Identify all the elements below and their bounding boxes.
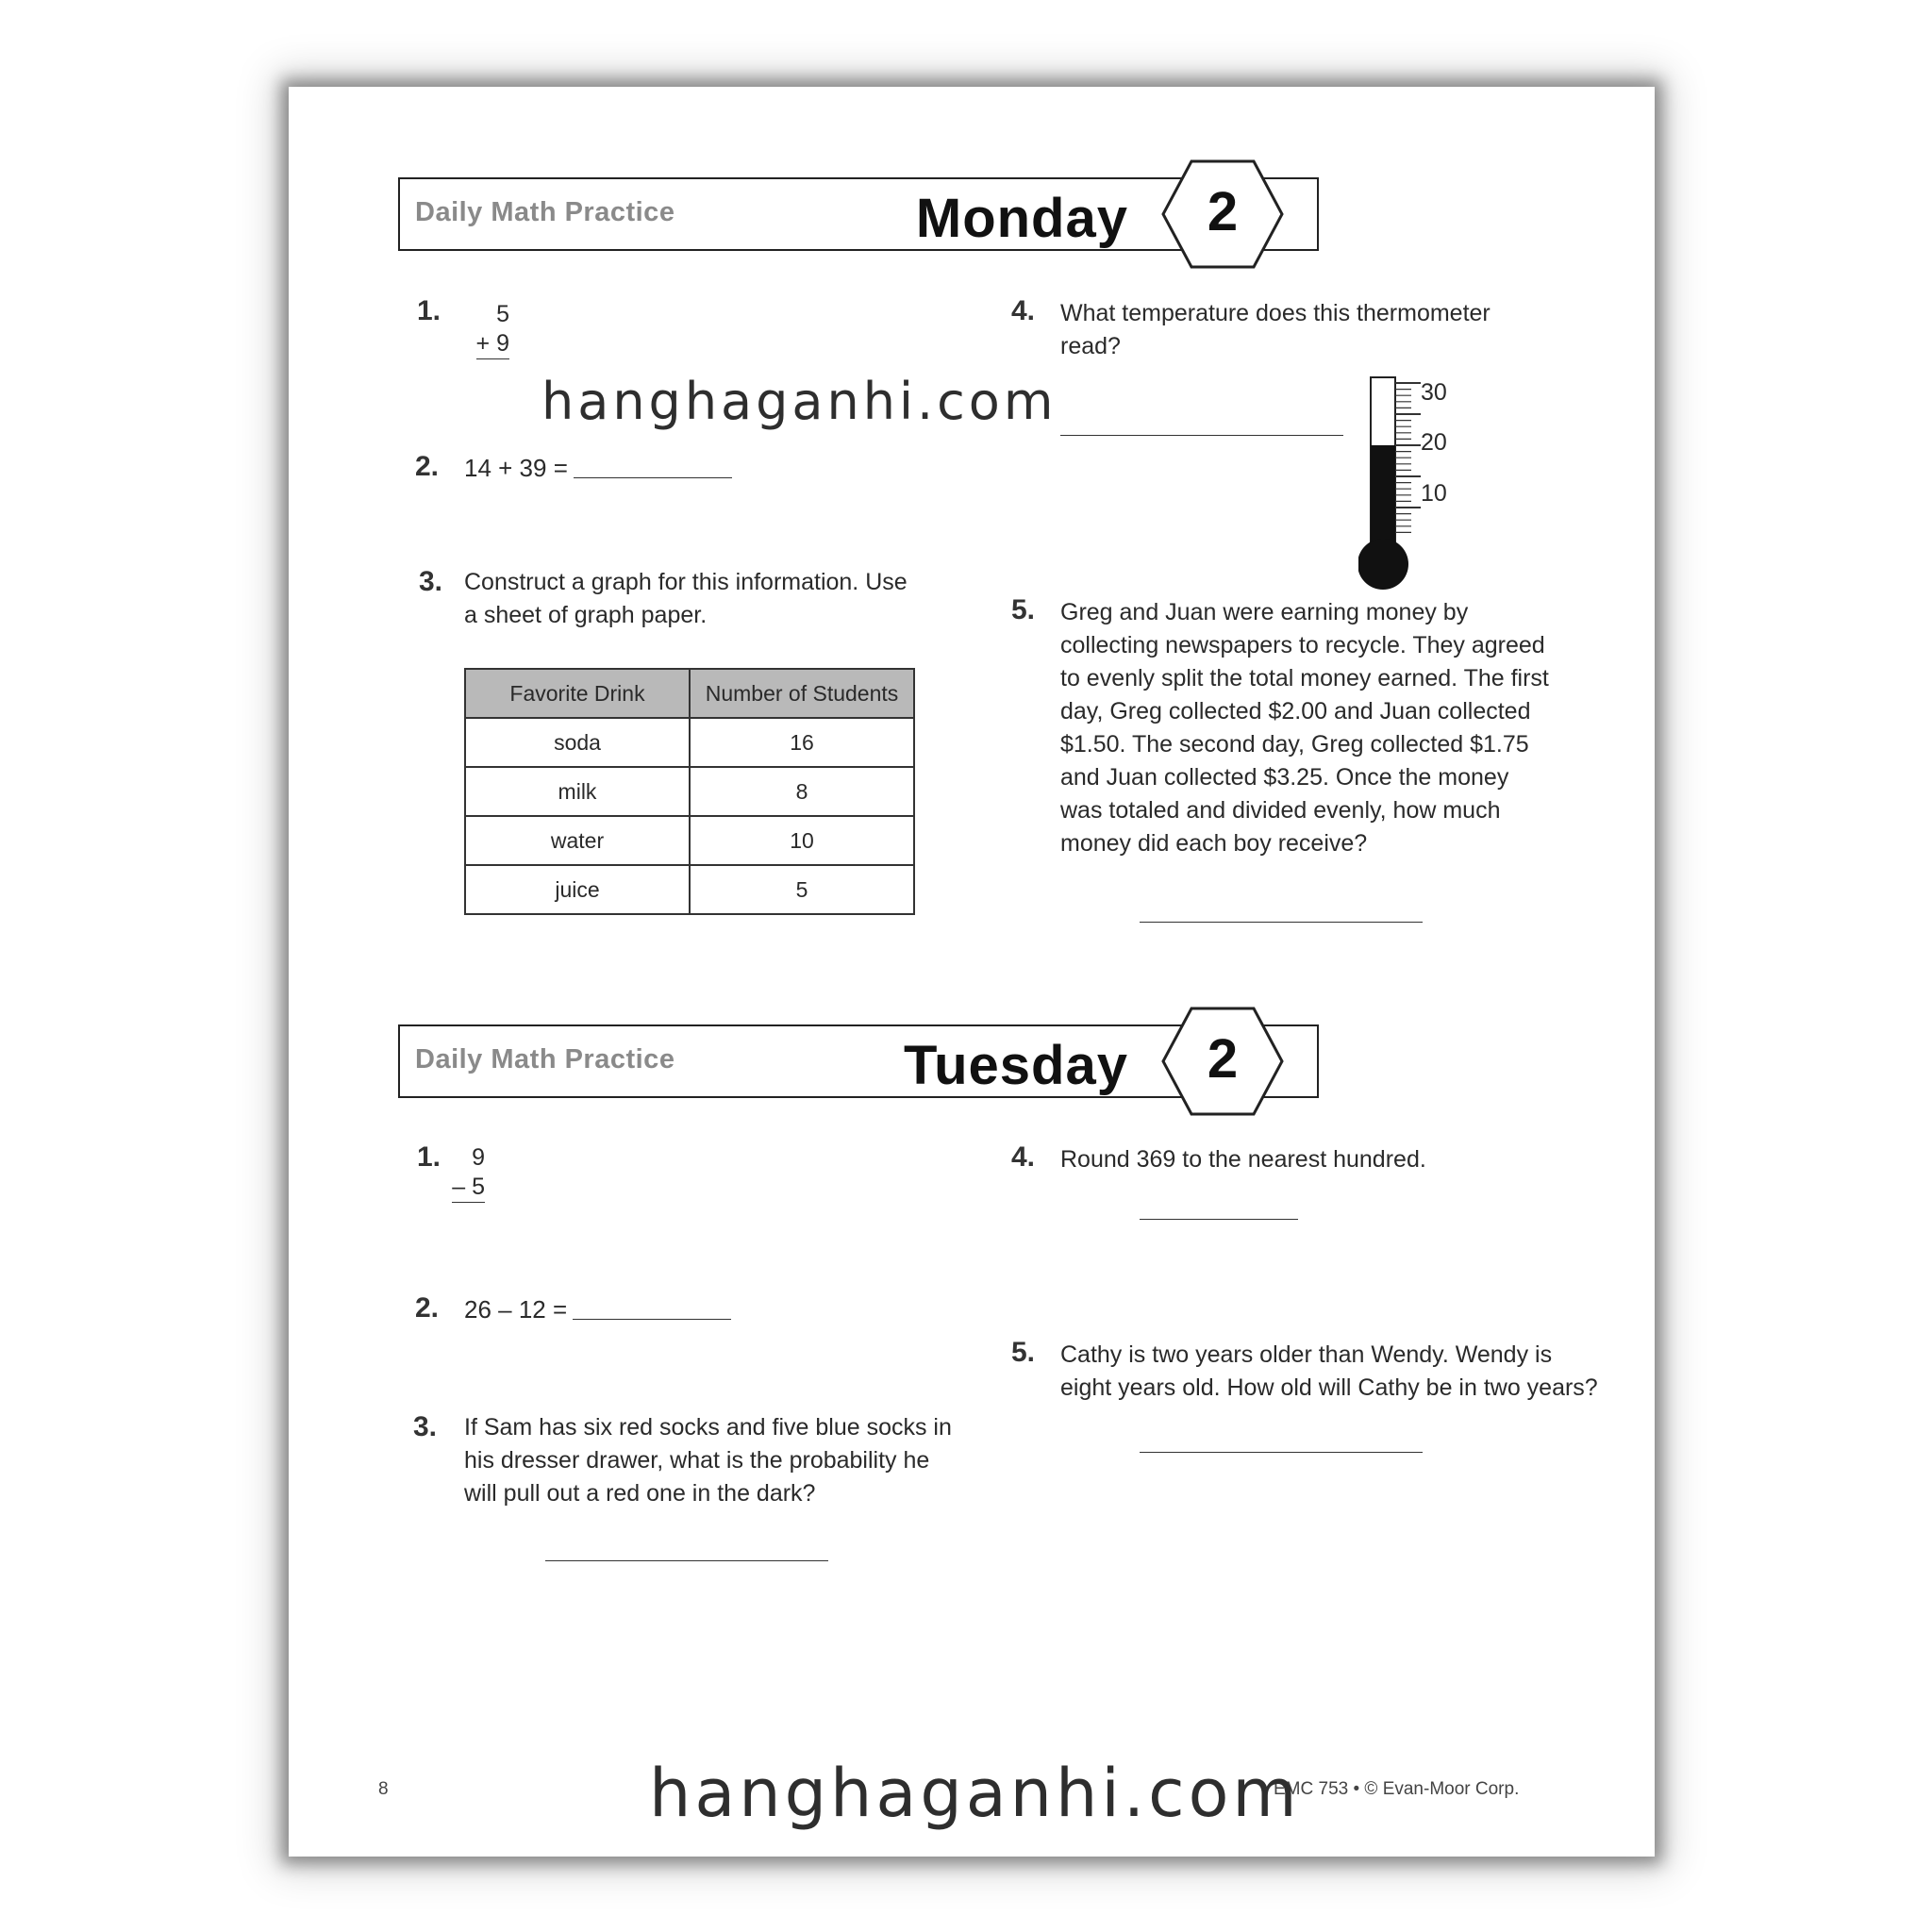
monday-q2-expression: 14 + 39 =: [464, 454, 568, 482]
table-header-drink: Favorite Drink: [465, 669, 690, 718]
monday-q1-problem: [466, 300, 509, 359]
page-number: 8: [378, 1779, 389, 1799]
tuesday-header: [398, 1024, 1319, 1098]
thermometer-graphic: [1358, 375, 1481, 592]
monday-q5-number: 5.: [1011, 594, 1036, 625]
worksheet-page: [289, 87, 1655, 1857]
table-cell-count: 10: [690, 816, 914, 865]
table-row: [465, 718, 914, 767]
table-cell-drink: juice: [465, 865, 690, 914]
monday-q4-text: What temperature does this thermometer read?: [1060, 300, 1491, 359]
tuesday-q1-bottom: – 5: [452, 1173, 485, 1203]
tuesday-q4-text: Round 369 to the nearest hundred.: [1060, 1146, 1426, 1173]
monday-q2-equation: [464, 454, 732, 483]
monday-q3-number: 3.: [419, 566, 443, 597]
table-cell-count: 8: [690, 767, 914, 816]
watermark-lower: hanghaganhi.com: [649, 1755, 1301, 1832]
tuesday-q3-text: If Sam has six red socks and five blue socks in his dresser drawer, what is the probability he will pull out a red one in the dark?: [464, 1414, 952, 1507]
tuesday-q4-answer-line: [1140, 1219, 1298, 1220]
tuesday-q1-top: 9: [472, 1144, 485, 1171]
tuesday-q3-answer-line: [545, 1560, 828, 1561]
tuesday-brand: Daily Math Practice: [415, 1044, 675, 1074]
monday-q4-answer-line: [1060, 435, 1343, 436]
table-cell-count: 16: [690, 718, 914, 767]
tuesday-q5-text: Cathy is two years older than Wendy. Wendy is eight years old. How old will Cathy be in two years?: [1060, 1341, 1598, 1401]
copyright-credit: EMC 753 • © Evan-Moor Corp.: [1274, 1779, 1520, 1799]
thermometer-label-30: 30: [1421, 379, 1447, 406]
monday-day-title: Monday: [915, 188, 1128, 249]
table-row: [465, 767, 914, 816]
tuesday-q3-number: 3.: [413, 1411, 438, 1442]
monday-q1-top: 5: [496, 301, 509, 327]
tuesday-q5-answer-line: [1140, 1452, 1423, 1453]
table-cell-drink: soda: [465, 718, 690, 767]
table-cell-drink: milk: [465, 767, 690, 816]
thermometer-bulb: [1358, 539, 1408, 590]
table-row: [465, 865, 914, 914]
monday-q5-text: Greg and Juan were earning money by collecting newspapers to recycle. They agreed to evenly split the total money earned. The first day, Greg collected $2.00 and Juan collected $1.50. The second day, Greg collected $1.75 and Juan collected $3.25. Once the money was totaled and divided evenly, how much money did each boy receive?: [1060, 599, 1549, 857]
tuesday-q2-number: 2.: [415, 1292, 440, 1324]
monday-header: [398, 177, 1319, 251]
monday-q2-number: 2.: [415, 451, 440, 482]
monday-brand: Daily Math Practice: [415, 197, 675, 227]
table-row: [465, 816, 914, 865]
table-cell-count: 5: [690, 865, 914, 914]
thermometer-label-10: 10: [1421, 480, 1447, 507]
favorite-drink-table: [464, 668, 915, 915]
tuesday-q2-equation: [464, 1295, 731, 1324]
thermometer-label-20: 20: [1421, 429, 1447, 456]
table-cell-drink: water: [465, 816, 690, 865]
table-header-students: Number of Students: [690, 669, 914, 718]
watermark-upper: hanghaganhi.com: [541, 372, 1058, 431]
tuesday-q1-problem: [441, 1143, 485, 1203]
monday-week-number: 2: [1207, 181, 1239, 242]
monday-q2-answer-line: [574, 477, 732, 478]
tuesday-day-title: Tuesday: [903, 1035, 1128, 1096]
tuesday-q2-answer-line: [573, 1319, 731, 1320]
tuesday-q2-expression: 26 – 12 =: [464, 1295, 568, 1324]
tuesday-week-number: 2: [1207, 1028, 1239, 1090]
tuesday-q1-number: 1.: [417, 1141, 441, 1173]
tuesday-q5-number: 5.: [1011, 1337, 1036, 1368]
monday-q4-number: 4.: [1011, 295, 1036, 326]
monday-q1-bottom: + 9: [476, 329, 509, 359]
monday-q1-number: 1.: [417, 295, 441, 326]
monday-q5-answer-line: [1140, 922, 1423, 923]
monday-q3-text: Construct a graph for this information. Use a sheet of graph paper.: [464, 569, 908, 628]
thermometer-ticks: [1395, 383, 1421, 532]
tuesday-q4-number: 4.: [1011, 1141, 1036, 1173]
table-header-row: [465, 669, 914, 718]
thermometer: [1358, 375, 1481, 592]
